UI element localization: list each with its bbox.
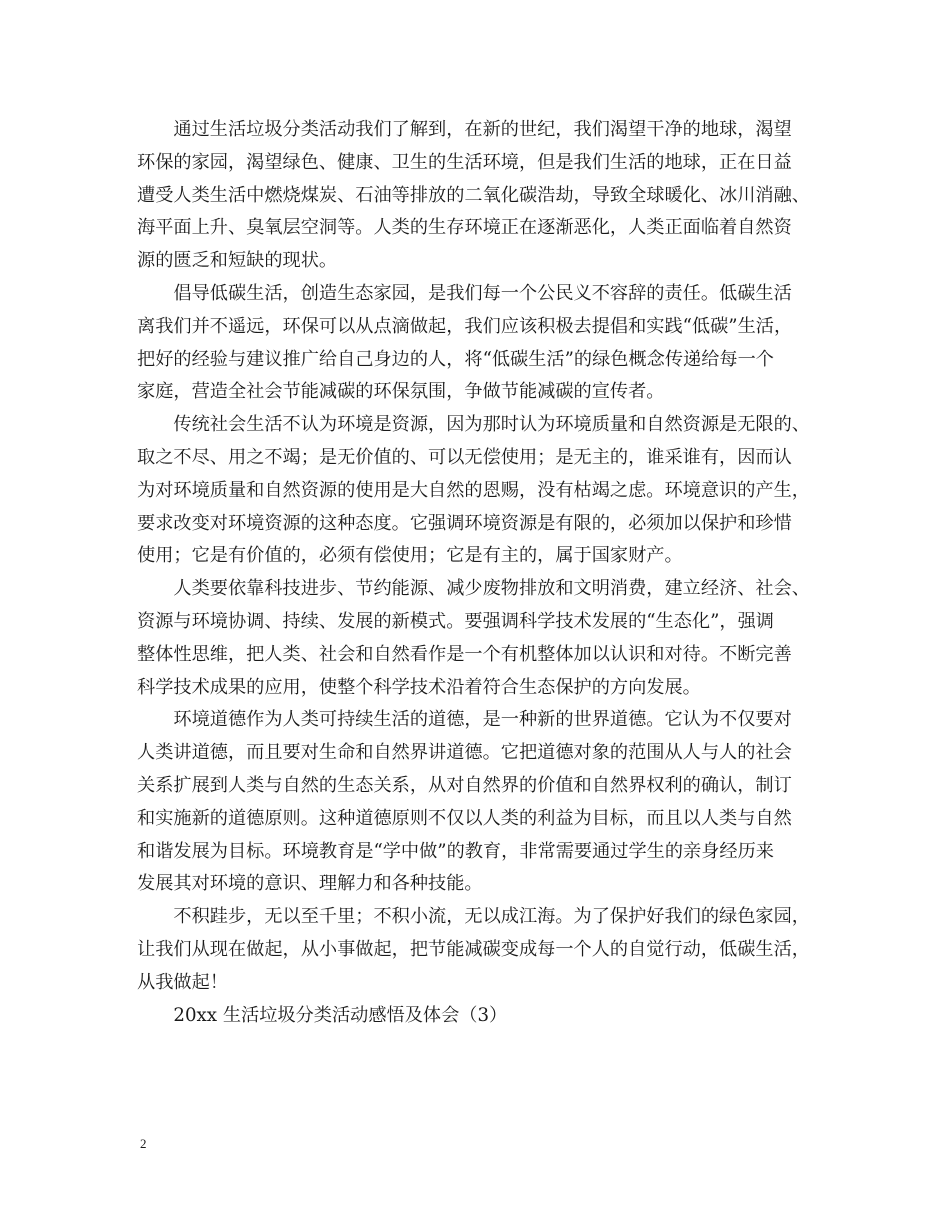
paragraph-4: 人类要依靠科技进步、节约能源、减少废物排放和文明消费，建立经济、社会、 资源与环境协调、持续、发展的新模式。要强调科学技术发展的“生态化”，强调 整体性思维，把人类、社会和自然看作是一个有机整体加以认识和对待。不断完善 科学技术成果的应用，使整个科学技术沿着符合生态保护的方向发展。 <box>137 578 810 698</box>
paragraph-1: 通过生活垃圾分类活动我们了解到，在新的世纪，我们渴望干净的地球，渴望 环保的家园，渴望绿色、健康、卫生的生活环境，但是我们生活的地球，正在日益 遭受人类生活中燃烧煤炭、石油等排放的二氧化碳浩劫，导致全球暖化、冰川消融、 海平面上升、臭氧层空洞等。人类的生存环境正在逐渐恶化，人类正面临着自然资 源的匮乏和短缺的现状。 <box>137 119 810 272</box>
paragraph-6: 不积跬步，无以至千里；不积小流，无以成江海。为了保护好我们的绿色家园， 让我们从现在做起，从小事做起，把节能减碳变成每一个人的自觉行动，低碳生活， 从我做起！ <box>137 906 810 993</box>
paragraph-5: 环境道德作为人类可持续生活的道德，是一种新的世界道德。它认为不仅要对 人类讲道德，而且要对生命和自然界讲道德。它把道德对象的范围从人与人的社会 关系扩展到人类与自然的生态关系，从对自然界的价值和自然界权利的确认，制订 和实施新的道德原则。这种道德原则不仅以人类的利益为目标，而且以人类与自然 和谐发展为目标。环境教育是“学中做”的教育，非常需要通过学生的亲身经历来 发展其对环境的意识、理解力和各种技能。 <box>137 709 792 895</box>
section-heading: 20xx 生活垃圾分类活动感悟及体会（3） <box>173 1004 508 1026</box>
document-body <box>137 114 827 1032</box>
paragraph-3: 传统社会生活不认为环境是资源，因为那时认为环境质量和自然资源是无限的、 取之不尽、用之不竭；是无价值的、可以无偿使用；是无主的，谁采谁有，因而认 为对环境质量和自然资源的使用是大自然的恩赐，没有枯竭之虑。环境意识的产生， 要求改变对环境资源的这种态度。它强调环境资源是有限的，必须加以保护和珍惜 使用；它是有价值的，必须有偿使用；它是有主的，属于国家财产。 <box>137 414 810 567</box>
page-number: 2 <box>140 1136 147 1151</box>
paragraph-2: 倡导低碳生活，创造生态家园，是我们每一个公民义不容辞的责任。低碳生活 离我们并不遥远，环保可以从点滴做起，我们应该积极去提倡和实践“低碳”生活， 把好的经验与建议推广给自己身边的人，将“低碳生活”的绿色概念传递给每一个 家庭，营造全社会节能减碳的环保氛围，争做节能减碳的宣传者。 <box>137 282 793 403</box>
